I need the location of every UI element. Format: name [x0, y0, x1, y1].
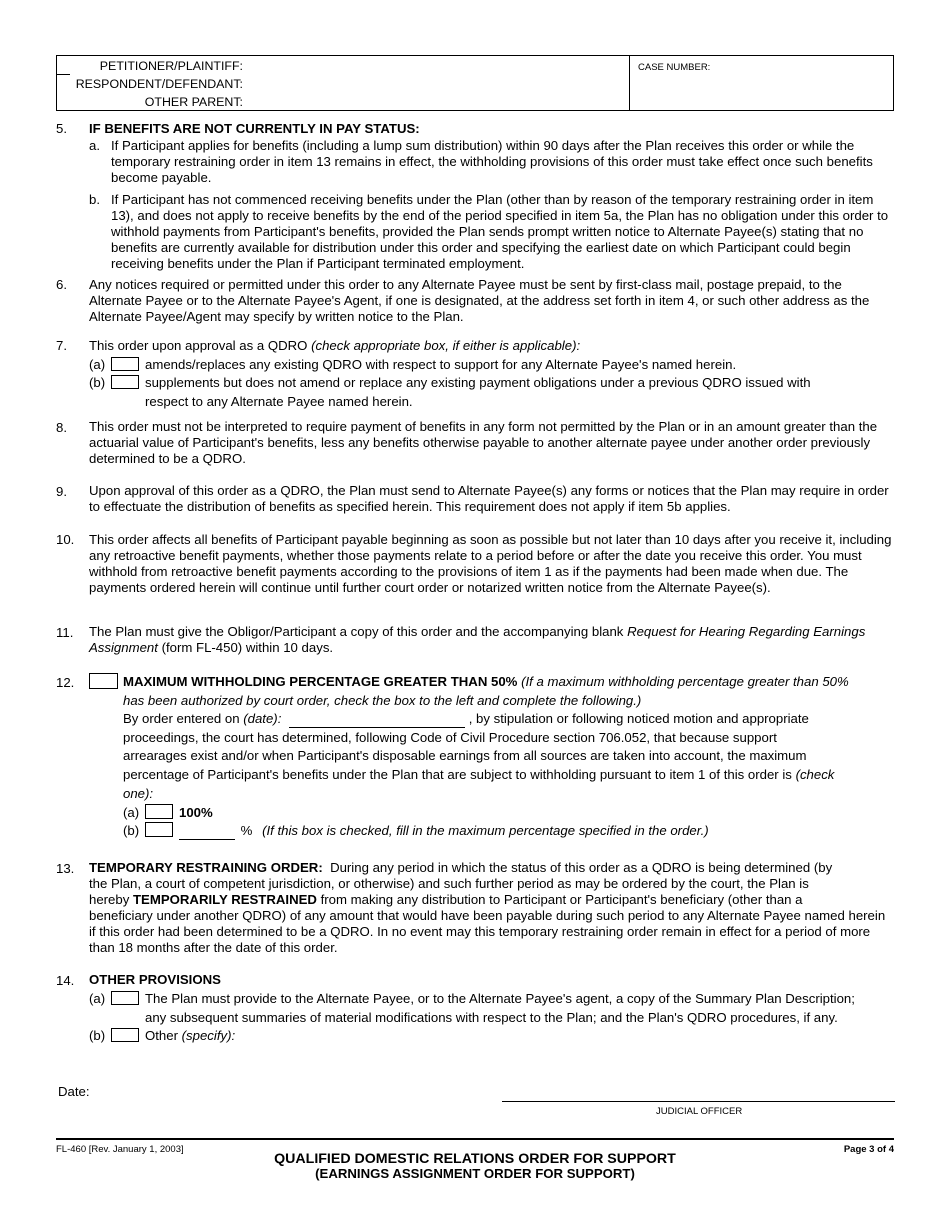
item-7b-text-1: supplements but does not amend or replace any existing payment obligations under a previous QDRO issued with: [145, 375, 811, 390]
item-14b-label: (b): [89, 1028, 106, 1043]
item-12-line-4: arrearages exist and/or when Participant's disposable earnings from all sources are taken into account, the maximum: [123, 748, 807, 763]
item-5b-text: If Participant has not commenced receiving benefits under the Plan (other than by reason of the temporary restraining order in item 13), and does not apply to receive benefits by the end of the period specified in item 5a, the Plan has no obligation under this order to withhold payments from Participant's benefits, provided the Plan sends prompt written notice to Alternate Payee(s) stating that no benefits are currently available for distribution under this order and specifying the earliest date on which Participant could begin receiving benefits under the Plan if Participant terminated employment.: [111, 192, 889, 271]
item-12-title: MAXIMUM WITHHOLDING PERCENTAGE GREATER THAN 50% (If a maximum withholding percentage greater than 50%: [123, 674, 849, 689]
item-13-line-2: the Plan, a court of competent jurisdiction, or otherwise) and such further period as may be ordered by the court, the Plan is: [89, 876, 809, 891]
item-12b-line: % (If this box is checked, fill in the maximum percentage specified in the order.): [179, 823, 709, 840]
item-7b-label: (b): [89, 375, 106, 390]
item-7a-checkbox[interactable]: [111, 357, 139, 373]
footer-rule: [56, 1138, 894, 1140]
item-12-number: 12.: [56, 675, 75, 690]
item-12b-label: (b): [123, 823, 140, 838]
item-8-text: This order must not be interpreted to require payment of benefits in any form not permitted by the Plan or in an amount greater than the actuarial value of Participant's benefits, less any benefits otherwise payable to another alternate payee under another order previously determined to be a QDRO.: [89, 419, 878, 466]
item-12-checkbox[interactable]: [89, 673, 118, 691]
other-parent-label: OTHER PARENT:: [144, 95, 243, 109]
item-11-text: The Plan must give the Obligor/Participant a copy of this order and the accompanying blank Request for Hearing Regarding Earnings Assignment (form FL-450) within 10 days.: [89, 624, 866, 655]
judicial-officer-label: JUDICIAL OFFICER: [656, 1106, 743, 1117]
item-12-check-one: one):: [123, 786, 154, 801]
item-14-number: 14.: [56, 973, 75, 988]
caption-divider: [629, 56, 630, 110]
item-8-number: 8.: [56, 420, 67, 435]
item-12b-checkbox[interactable]: [145, 822, 173, 839]
item-6-text: Any notices required or permitted under this order to any Alternate Payee must be sent by first-class mail, postage prepaid, to the Alternate Payee or to the Alternate Payee's Agent, if one is designated, at the address set forth in item 4, or such other address as the Alternate Payee/Agent may specify by written notice to the Plan.: [89, 277, 870, 324]
item-12-line-5: percentage of Participant's benefits under the Plan that are subject to withholding pursuant to item 1 of this order is (check: [123, 767, 835, 782]
item-14-title: OTHER PROVISIONS: [89, 972, 221, 987]
item-7a-label: (a): [89, 357, 106, 372]
item-9-number: 9.: [56, 484, 67, 499]
item-7b-text-2: respect to any Alternate Payee named herein.: [145, 394, 413, 409]
item-7-intro: This order upon approval as a QDRO (check appropriate box, if either is applicable):: [89, 338, 581, 353]
item-12-order-line: By order entered on (date): , by stipulation or following noticed motion and appropriate: [123, 711, 809, 726]
item-13-line-1: TEMPORARY RESTRAINING ORDER: During any period in which the status of this order as a QDRO is being determined (by: [89, 860, 833, 875]
respondent-label: RESPONDENT/DEFENDANT:: [75, 77, 243, 91]
item-14a-text-1: The Plan must provide to the Alternate Payee, or to the Alternate Payee's agent, a copy of the Summary Plan Description;: [145, 991, 855, 1006]
item-7-number: 7.: [56, 338, 67, 353]
item-12a-checkbox[interactable]: [145, 804, 173, 821]
item-12a-label: (a): [123, 805, 140, 820]
item-13-rest: beneficiary under another QDRO) of any amount that would have been payable during such period to any Alternate Payee named herein if this order had been determined to be a QDRO. In no event may this temporary restraining order remain in effect for a period of more than 18 months after the date of this order.: [89, 908, 886, 955]
footer-subtitle: (EARNINGS ASSIGNMENT ORDER FOR SUPPORT): [315, 1166, 635, 1181]
item-14b-checkbox[interactable]: [111, 1028, 139, 1044]
percentage-field[interactable]: [179, 823, 235, 840]
item-7a-text: amends/replaces any existing QDRO with respect to support for any Alternate Payee's named herein.: [145, 357, 737, 372]
signature-line[interactable]: [502, 1101, 895, 1102]
date-label: Date:: [58, 1084, 90, 1099]
item-13-line-3: hereby TEMPORARILY RESTRAINED from making any distribution to Participant or Participant's beneficiary (other than a: [89, 892, 803, 907]
item-12a-value: 100%: [179, 805, 213, 820]
item-13-number: 13.: [56, 861, 75, 876]
item-9-text: Upon approval of this order as a QDRO, the Plan must send to Alternate Payee(s) any forms or notices that the Plan may require in order to effectuate the distribution of benefits as specified herein. This requirement does not apply if item 5b applies.: [89, 483, 889, 514]
caption-tick: [57, 74, 70, 75]
case-number-label: CASE NUMBER:: [638, 62, 711, 73]
item-10-text: This order affects all benefits of Participant payable beginning as soon as possible but not later than 10 days after you receive it, including any retroactive benefit payments, whether those payments relate to a period before or after the date you receive this order. You must withhold from retroactive benefit payments according to the provisions of item 1 as if the payments had been made when due. The payments ordered herein will continue until further court order or notarized written notice from the Alternate Payee(s).: [89, 532, 892, 595]
item-14a-checkbox[interactable]: [111, 991, 139, 1007]
item-5-title: IF BENEFITS ARE NOT CURRENTLY IN PAY STATUS:: [89, 121, 420, 136]
item-11-number: 11.: [56, 625, 74, 640]
item-5b-label: b.: [89, 192, 100, 207]
caption-box: [56, 55, 894, 111]
form-id: FL-460 [Rev. January 1, 2003]: [56, 1144, 184, 1155]
item-12-title-cont: has been authorized by court order, check the box to the left and complete the following.): [123, 693, 642, 708]
item-5a-text: If Participant applies for benefits (including a lump sum distribution) within 90 days after the Plan receives this order or while the temporary restraining order in item 13 remains in effect, the withholding provisions of this order must take effect once such benefits become payable.: [111, 138, 873, 185]
order-date-field[interactable]: [289, 711, 465, 728]
item-5a-label: a.: [89, 138, 100, 153]
item-7b-checkbox[interactable]: [111, 375, 139, 391]
item-10-number: 10.: [56, 532, 75, 547]
footer-title: QUALIFIED DOMESTIC RELATIONS ORDER FOR SUPPORT: [274, 1151, 676, 1167]
item-14a-label: (a): [89, 991, 106, 1006]
item-14a-text-2: any subsequent summaries of material modifications with respect to the Plan; and the Plan's QDRO procedures, if any.: [145, 1010, 838, 1025]
item-12-line-3: proceedings, the court has determined, following Code of Civil Procedure section 706.052, that because support: [123, 730, 777, 745]
item-5-number: 5.: [56, 121, 67, 136]
item-6-number: 6.: [56, 277, 67, 292]
item-14b-text: Other (specify):: [145, 1028, 236, 1043]
page-number: Page 3 of 4: [843, 1144, 894, 1155]
petitioner-label: PETITIONER/PLAINTIFF:: [99, 59, 243, 73]
